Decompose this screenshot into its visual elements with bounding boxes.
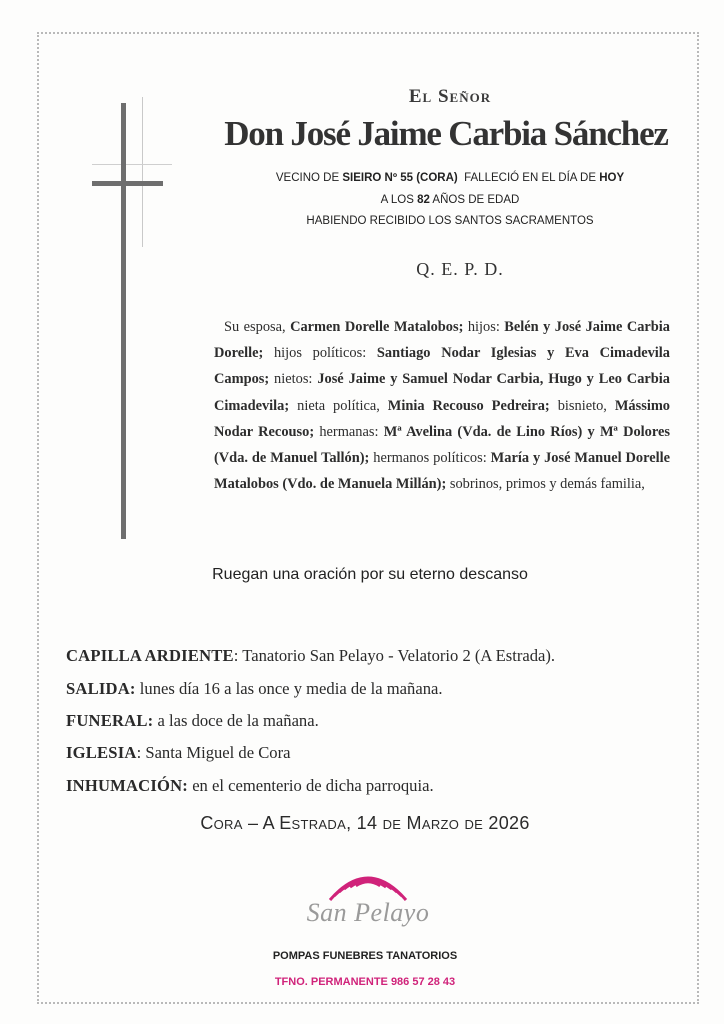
family-paragraph: [214, 314, 670, 497]
place-date: Cora – A Estrada, 14 de Marzo de 2026: [200, 813, 530, 833]
family-relation: nieta política,: [289, 397, 388, 414]
family-names: María y José Manuel Dorelle Matalobos (Vdo. de Manuela Millán);: [214, 450, 671, 493]
company-tagline: POMPAS FUNEBRES TANATORIOS: [272, 950, 458, 962]
logo-text: San Pelayo: [306, 898, 430, 927]
qepd: Q. E. P. D.: [416, 259, 504, 279]
logo-arc-icon: [296, 862, 440, 902]
family-relation: hermanos políticos:: [369, 450, 491, 467]
cross-icon: [121, 103, 126, 539]
detail-inhumacion: INHUMACIÓN: en el cementerio de dicha parroquia.: [66, 776, 434, 795]
family-relation: bisnieto,: [549, 397, 615, 414]
detail-capilla: CAPILLA ARDIENTE: Tanatorio San Pelayo - Velatorio 2 (A Estrada).: [66, 646, 556, 665]
family-relation: hermanas:: [314, 423, 384, 440]
family-names: Minia Recouso Pedreira;: [387, 397, 550, 414]
detail-funeral: FUNERAL: a las doce de la mañana.: [66, 711, 319, 730]
family-names: Mª Avelina (Vda. de Lino Ríos) y Mª Dolores (Vda. de Manuel Tallón);: [214, 423, 670, 467]
family-relation: nietos:: [269, 371, 318, 388]
prayer-line: Ruegan una oración por su eterno descanso: [212, 566, 528, 583]
family-relation: sobrinos, primos y demás familia,: [446, 476, 645, 493]
family-names: Belén y José Jaime Carbia Dorelle;: [214, 319, 671, 362]
cross-shadow-vertical: [142, 97, 143, 247]
residence-line: VECINO DE SIEIRO Nº 55 (CORA) FALLECIÓ EN EL DÍA DE HOY: [275, 172, 625, 184]
family-relation: Su esposa,: [224, 319, 291, 335]
cross-shadow-horizontal: [92, 164, 172, 165]
detail-iglesia: IGLESIA: Santa Miguel de Cora: [66, 743, 291, 762]
sacraments-line: HABIENDO RECIBIDO LOS SANTOS SACRAMENTOS: [306, 215, 594, 227]
deceased-name: Don José Jaime Carbia Sánchez: [224, 114, 668, 153]
cross-icon-bar: [92, 181, 163, 186]
family-relation: hijos:: [463, 319, 505, 335]
phone-line: TFNO. PERMANENTE 986 57 28 43: [274, 976, 456, 988]
san-pelayo-logo: [296, 862, 440, 942]
age-line: A LOS 82 AÑOS DE EDAD: [380, 194, 520, 206]
family-names: Santiago Nodar Iglesias y Eva Cimadevila Campos;: [214, 345, 670, 388]
family-relation: hijos políticos:: [263, 345, 377, 362]
family-names: Mássimo Nodar Recouso;: [214, 397, 671, 440]
title-el-senor: El Señor: [408, 86, 492, 107]
family-names: Carmen Dorelle Matalobos;: [290, 319, 464, 335]
family-names: José Jaime y Samuel Nodar Carbia, Hugo y Leo Carbia Cimadevila;: [214, 371, 670, 414]
detail-salida: SALIDA: lunes día 16 a las once y media de la mañana.: [66, 679, 443, 698]
